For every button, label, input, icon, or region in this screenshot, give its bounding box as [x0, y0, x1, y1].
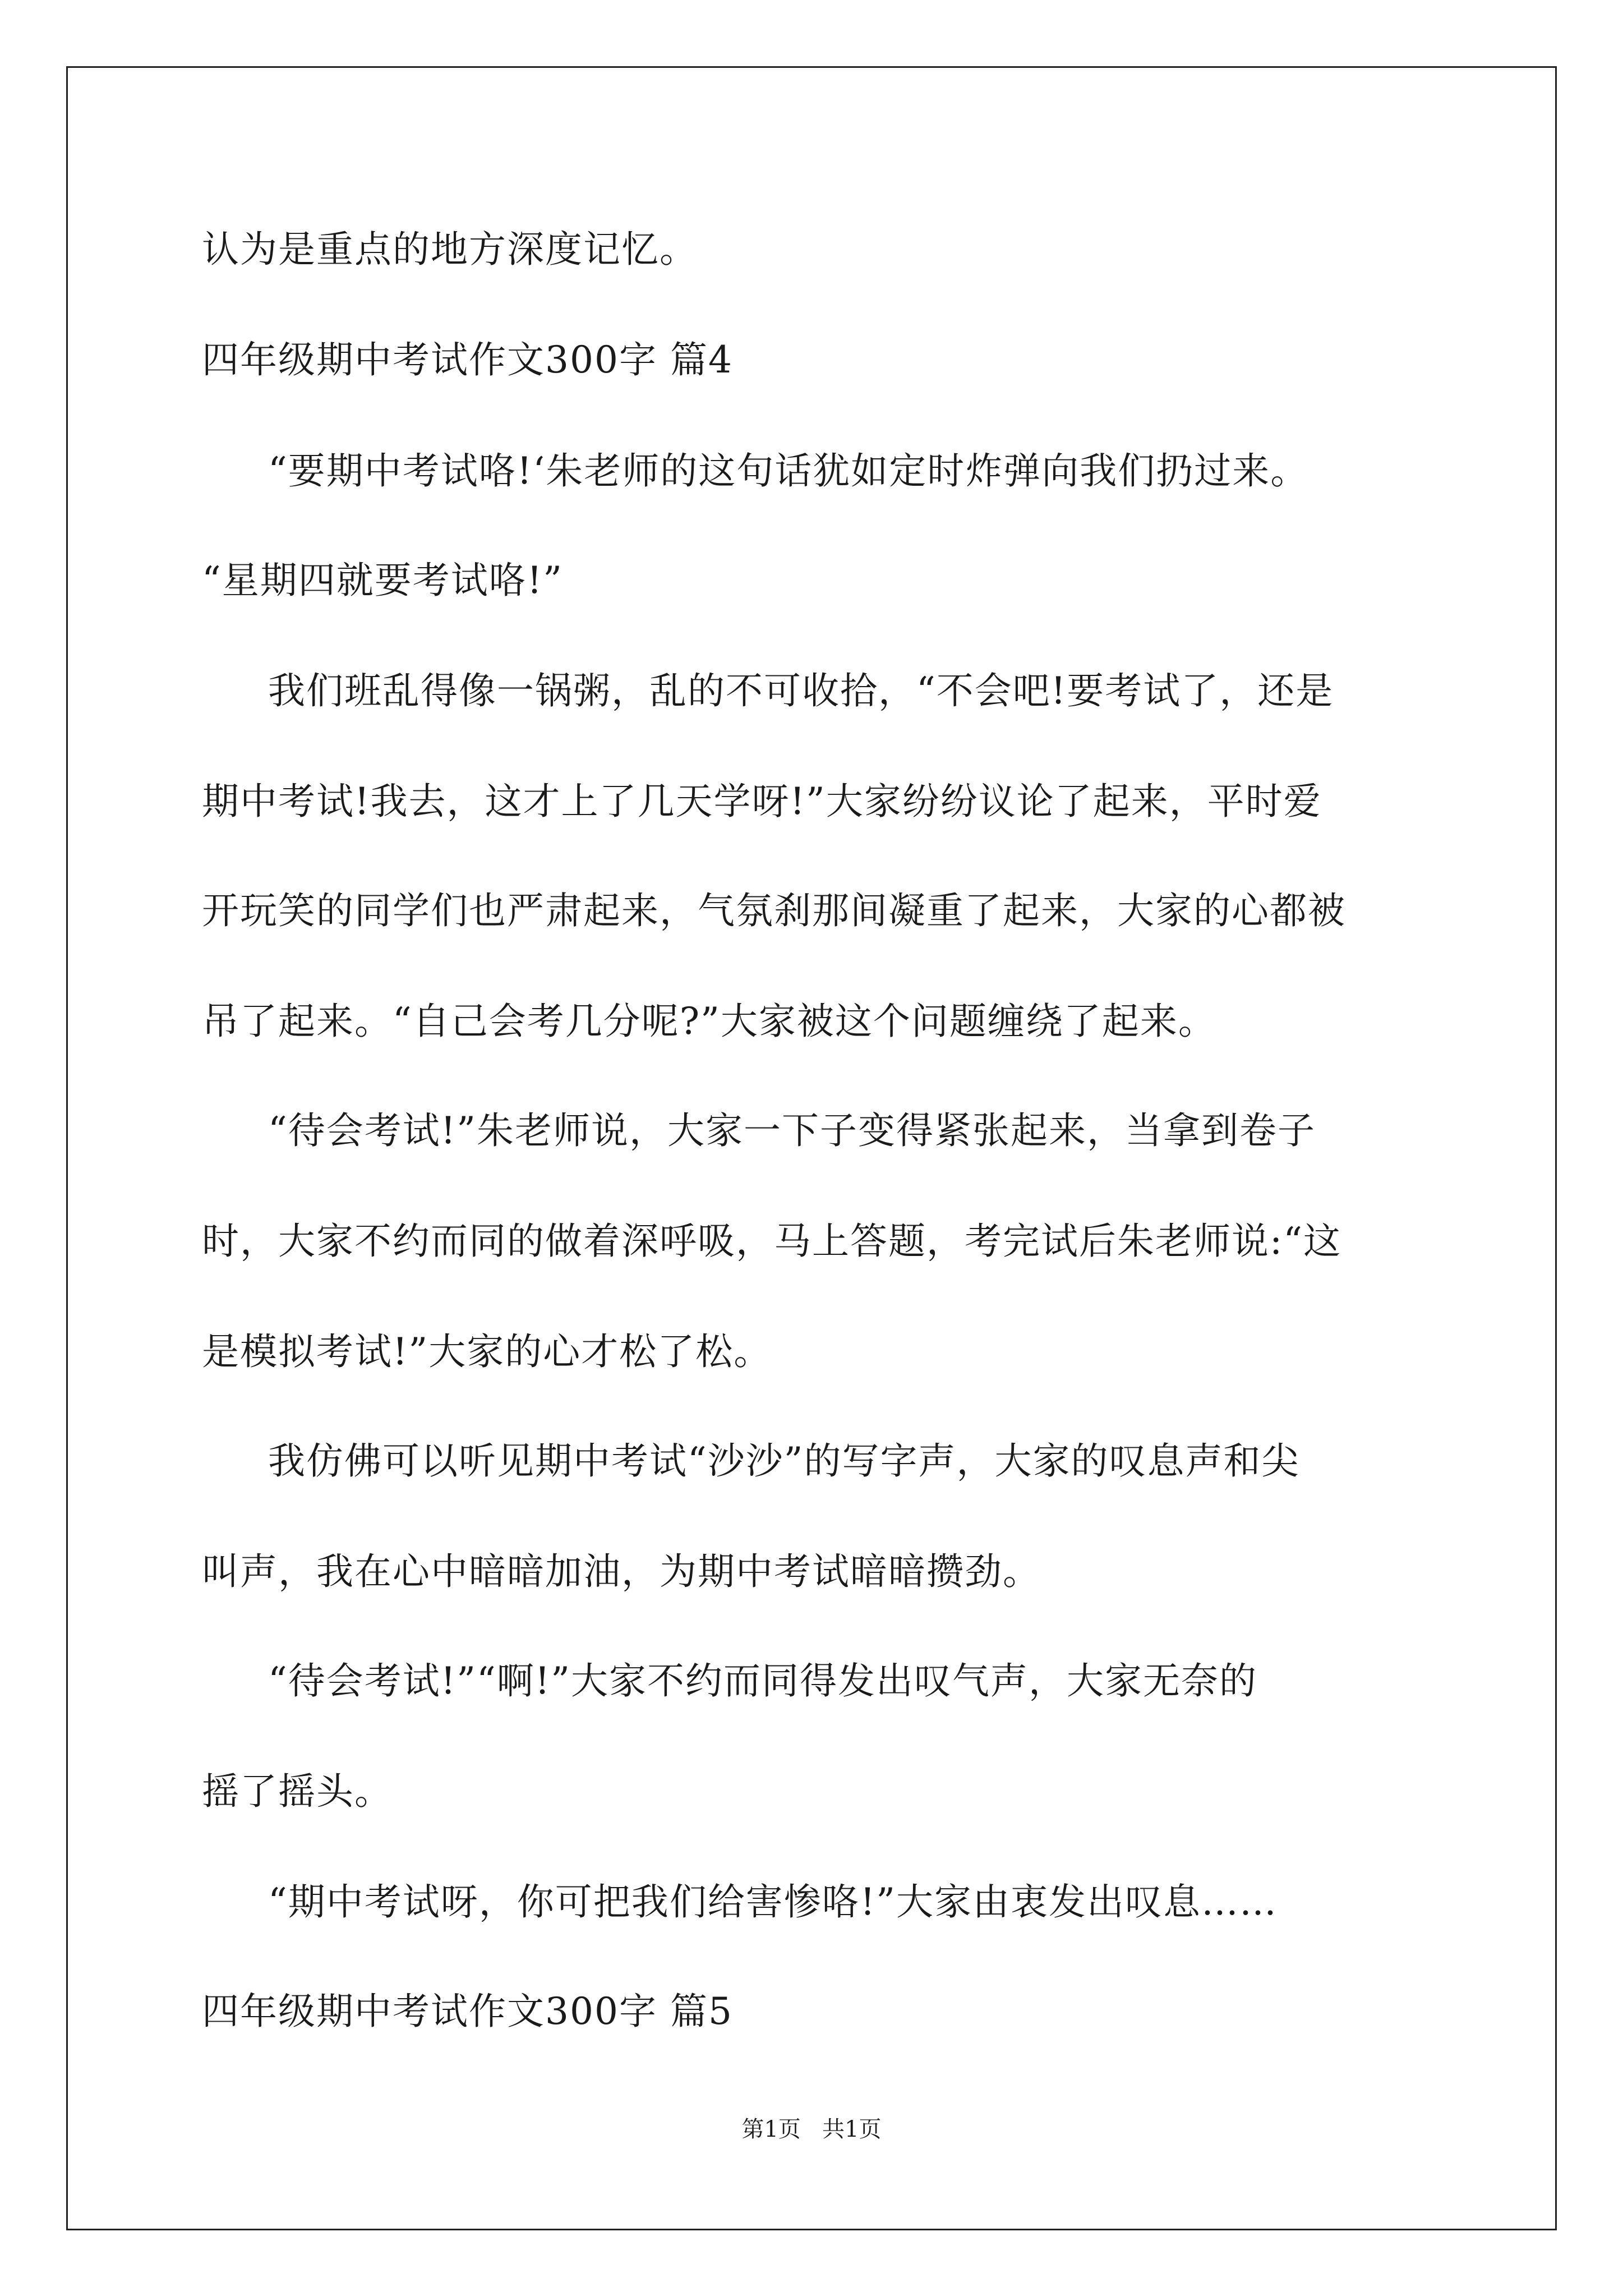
paragraph-line: “要期中考试咯!‘朱老师的这句话犹如定时炸弹向我们扔过来。 — [268, 449, 1309, 493]
paragraph-line: “期中考试呀，你可把我们给害惨咯!”大家由衷发出叹息…… — [268, 1880, 1278, 1924]
paragraph-line: “待会考试!”朱老师说，大家一下子变得紧张起来，当拿到卷子 — [268, 1109, 1316, 1152]
paragraph-line: 摇了摇头。 — [202, 1770, 393, 1813]
paragraph-line: 时，大家不约而同的做着深呼吸，马上答题，考完试后朱老师说:“这 — [202, 1220, 1341, 1263]
paragraph-line: “待会考试!”“啊!”大家不约而同得发出叹气声，大家无奈的 — [268, 1659, 1258, 1703]
section-heading-5: 四年级期中考试作文300字 篇5 — [202, 1990, 733, 2033]
paragraph-line: 开玩笑的同学们也严肃起来，气氛刹那间凝重了起来，大家的心都被 — [202, 889, 1346, 932]
paragraph-line: 叫声，我在心中暗暗加油，为期中考试暗暗攒劲。 — [202, 1550, 1041, 1593]
page-footer: 第1页 共1页 — [741, 2116, 882, 2142]
paragraph-line: 我仿佛可以听见期中考试“沙沙”的写字声，大家的叹息声和尖 — [268, 1439, 1300, 1483]
paragraph-line: 认为是重点的地方深度记忆。 — [202, 228, 698, 271]
section-heading-4: 四年级期中考试作文300字 篇4 — [202, 338, 733, 381]
paragraph-line: 吊了起来。“自己会考几分呢?”大家被这个问题缠绕了起来。 — [202, 1000, 1216, 1043]
paragraph-line: “星期四就要考试咯!” — [202, 559, 564, 602]
paragraph-line: 我们班乱得像一锅粥，乱的不可收拾，“不会吧!要考试了，还是 — [268, 669, 1334, 712]
paragraph-line: 是模拟考试!”大家的心才松了松。 — [202, 1330, 772, 1373]
paragraph-line: 期中考试!我去，这才上了几天学呀!”大家纷纷议论了起来，平时爱 — [202, 780, 1322, 823]
